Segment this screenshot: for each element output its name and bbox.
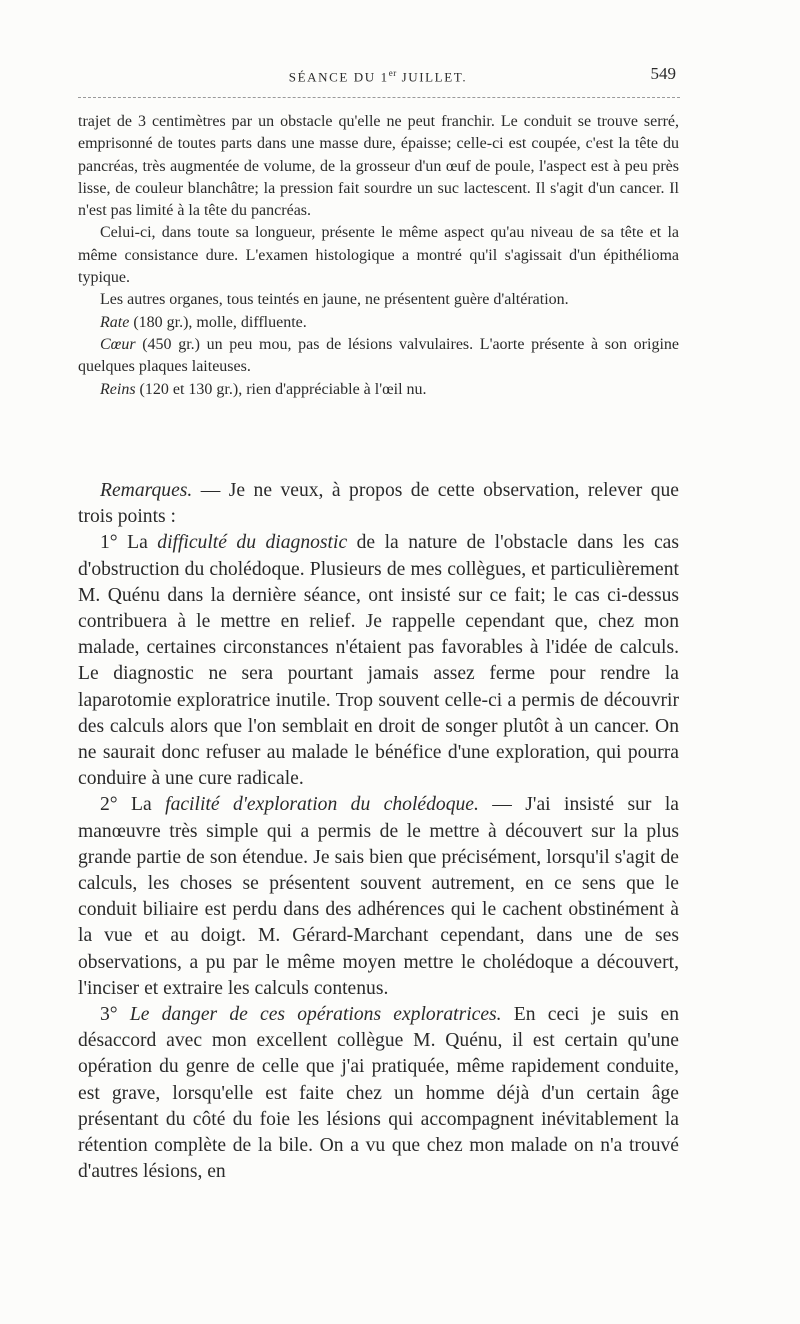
page-header (78, 64, 678, 88)
remarks-section (78, 478, 679, 1185)
remarks-label: Remarques. (100, 480, 193, 501)
remark-3-title: Le danger de ces opérations exploratrices. (129, 1004, 502, 1026)
remark-point-3: 3° Le danger de ces opérations exploratrices. En ceci je suis en désaccord avec mon excellent collègue M. Quénu, il est certain qu'une opération du genre de celle que j'ai pratiquée, même rapidement conduite, est grave, lorsqu'elle est faite chez un homme déjà d'un certain âge présentant du côté du foie les lésions qui accompagnent inévitablement la rétention complète de la bile. On a vu que chez mon malade on n'a trouvé d'autres lésions, en (78, 1004, 680, 1183)
observation-section (78, 111, 679, 401)
coeur-label: Cœur (100, 335, 136, 353)
running-title: SÉANCE DU 1er JUILLET. (288, 68, 468, 85)
reins-label: Reins (100, 380, 136, 398)
observation-paragraph-2: Celui-ci, dans toute sa longueur, présente le même aspect qu'au niveau de sa tête et la même consistance dure. L'examen histologique a montré qu'il s'agissait d'un épithélioma typique. (78, 224, 679, 287)
rate-label: Rate (100, 313, 130, 331)
page-number: 549 (650, 64, 676, 83)
remark-1-title: difficulté du diagnostic (157, 532, 348, 554)
remark-point-2: 2° La facilité d'exploration du cholédoque. — J'ai insisté sur la manœuvre très simple qui a permis de le mettre à découvert sur la plus grande partie de son étendue. Je sais bien que précisément, lorsqu'il s'agit de calculs, les choses se présentent souvent autrement, en ce sens que le conduit biliaire est perdu dans des adhérences qui le cachent obstinément à la vue et au doigt. M. Gérard-Marchant cependant, dans une de ses observations, a pu par le même moyen mettre le cholédoque a découvert, l'inciser et extraire les calculs contenus. (78, 794, 679, 999)
remarks-intro: Remarques. — Je ne veux, à propos de cette observation, relever que trois points : (78, 480, 679, 528)
observation-paragraph-3: Les autres organes, tous teintés en jaune, ne présentent guère d'altération. (100, 291, 569, 309)
header-rule (78, 97, 680, 98)
remark-point-1: 1° La difficulté du diagnostic de la nature de l'obstacle dans les cas d'obstruction du cholédoque. Plusieurs de mes collègues, et particulièrement M. Quénu dans la dernière séance, ont insisté sur ce fait; le cas ci-dessus contribuera à le mettre en relief. Je rappelle cependant que, chez mon malade, certaines circonstances n'étaient pas favorables à l'idée de calculs. Le diagnostic ne sera pourtant jamais assez ferme pour rendre la laparotomie exploratrice inutile. Trop souvent celle-ci a permis de découvrir des calculs alors que l'on semblait en droit de songer plutôt à un cancer. On ne saurait donc refuser au malade le bénéfice d'une exploration, qui pourra conduire à une cure radicale. (78, 532, 679, 790)
observation-reins: Reins (120 et 130 gr.), rien d'appréciable à l'œil nu. (100, 380, 427, 398)
remark-2-title: facilité d'exploration du cholédoque. (165, 794, 479, 816)
observation-coeur: Cœur (450 gr.) un peu mou, pas de lésions valvulaires. L'aorte présente à son origine quelques plaques laiteuses. (78, 335, 679, 376)
running-title-superscript: er (388, 68, 397, 78)
observation-paragraph-1: trajet de 3 centimètres par un obstacle qu'elle ne peut franchir. Le conduit se trouve serré, emprisonné de toutes parts dans une masse dure, épaisse; celle-ci est coupée, c'est la tête du pancréas, très augmentée de volume, de la grosseur d'un œuf de poule, l'aspect est à peu près lisse, de couleur blanchâtre; la pression fait sourdre un suc lactescent. Il s'agit d'un cancer. Il n'est pas limité à la tête du pancréas. (78, 113, 679, 220)
observation-rate: Rate (180 gr.), molle, diffluente. (100, 313, 307, 331)
